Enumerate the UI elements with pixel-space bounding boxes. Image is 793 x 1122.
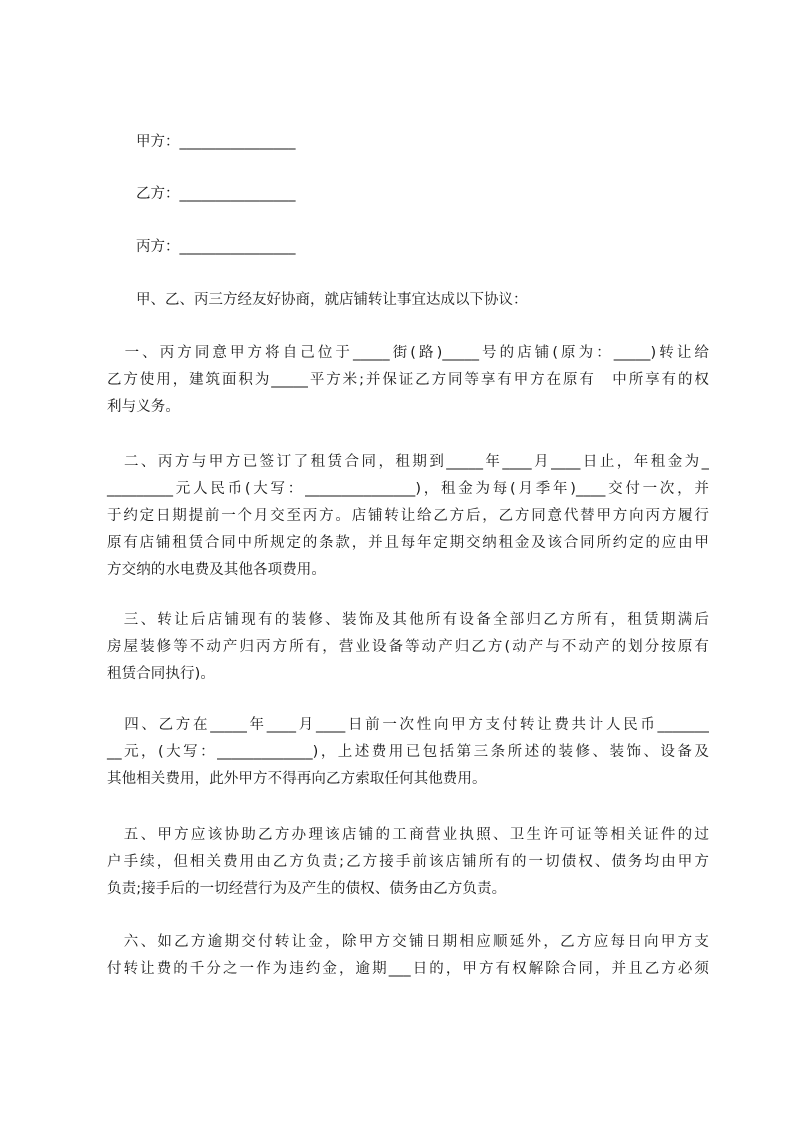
clause-3 — [107, 607, 709, 688]
clause-line: 五、甲方应该协助乙方办理该店铺的工商营业执照、卫生许可证等相关证件的过 — [107, 827, 709, 843]
clause-line: 乙方使用，建筑面积为_____平方米;并保证乙方同等享有甲方在原有 中所享有的权 — [107, 372, 709, 388]
party-b-line: 乙方：________________ — [136, 186, 296, 202]
clause-line: 利与义务。 — [107, 399, 180, 415]
clause-line: 四、乙方在_____年____月____日前一次性向甲方支付转让费共计人民币_______ — [107, 717, 709, 733]
clause-line: 于约定日期提前一个月交至丙方。店铺转让给乙方后，乙方同意代替甲方向丙方履行 — [107, 508, 709, 524]
clause-line: 负责;接手后的一切经营行为及产生的债权、债务由乙方负责。 — [107, 881, 507, 897]
clause-line: 一、丙方同意甲方将自己位于_____街(路)_____号的店铺(原为：_____)转让给 — [107, 345, 709, 361]
party-a-line: 甲方：________________ — [136, 134, 296, 150]
clause-line: 方交纳的水电费及其他各项费用。 — [107, 562, 326, 578]
clause-line: 六、如乙方逾期交付转让金，除甲方交铺日期相应顺延外，乙方应每日向甲方支 — [107, 934, 709, 950]
clause-line: 户手续，但相关费用由乙方负责;乙方接手前该店铺所有的一切债权、债务均由甲方 — [107, 854, 709, 870]
clause-line: 付转让费的千分之一作为违约金，逾期___日的，甲方有权解除合同，并且乙方必须 — [107, 961, 709, 977]
clause-line: 三、转让后店铺现有的装修、装饰及其他所有设备全部归乙方所有，租赁期满后 — [107, 612, 709, 628]
clause-2 — [107, 449, 709, 584]
clause-line: __元，(大写：_____________)，上述费用已包括第三条所述的装修、装饰、设备及 — [107, 744, 709, 760]
clause-line: 原有店铺租赁合同中所规定的条款，并且每年定期交纳租金及该合同所约定的应由甲 — [107, 535, 709, 551]
clause-6 — [107, 929, 709, 983]
clause-4 — [107, 712, 709, 793]
clause-5 — [107, 822, 709, 903]
clause-line: 其他相关费用，此外甲方不得再向乙方索取任何其他费用。 — [107, 771, 487, 787]
clause-line: 房屋装修等不动产归丙方所有，营业设备等动产归乙方(动产与不动产的划分按原有 — [107, 639, 709, 655]
clause-line: 二、丙方与甲方已签订了租赁合同，租期到_____年____月____日止，年租金为_ — [107, 454, 709, 470]
clause-1 — [107, 340, 709, 421]
party-c-line: 丙方：________________ — [136, 239, 296, 255]
clause-line: 租赁合同执行)。 — [107, 666, 215, 682]
intro-paragraph: 甲、乙、丙三方经友好协商，就店铺转让事宜达成以下协议： — [136, 292, 528, 308]
clause-line: _________元人民币(大写：_______________)，租金为每(月季年)____交付一次，并 — [107, 481, 709, 497]
